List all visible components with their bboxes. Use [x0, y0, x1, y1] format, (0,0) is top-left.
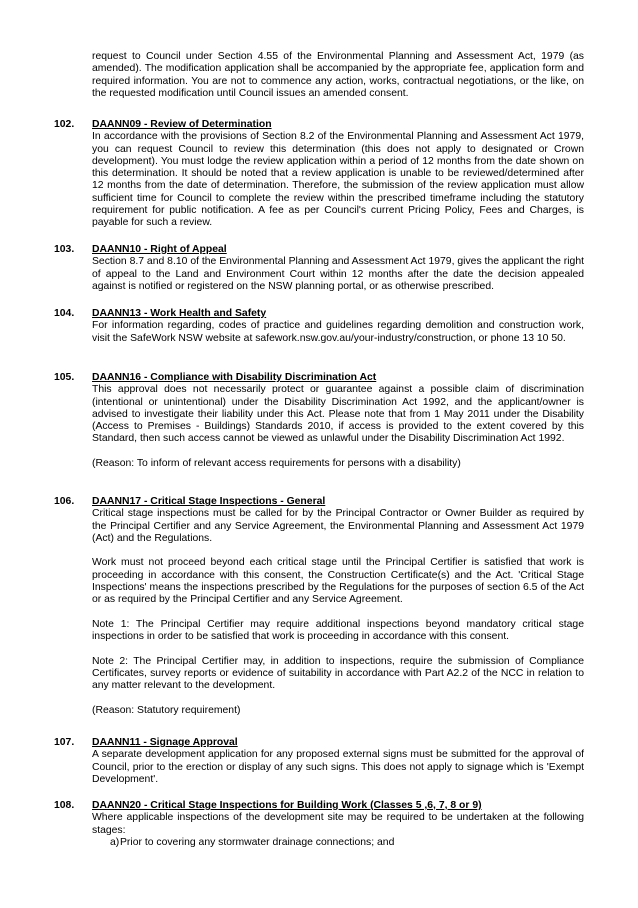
list-item [92, 837, 584, 849]
condition-title: DAANN11 - Signage Approval [92, 737, 238, 748]
condition-106 [54, 496, 584, 717]
condition-title: DAANN16 - Compliance with Disability Discrimination Act [92, 372, 377, 383]
condition-number: 108. [54, 800, 75, 811]
intro-text: request to Council under Section 4.55 of the Environmental Planning and Assessment Act, 1979 (as amended). The modification application shall be accompanied by the appropriate fee, application form and required information. You are not to commence any action, works, contractual negotiations, or the like, on the requested modification until Council issues an amended consent. [92, 51, 584, 99]
condition-title: DAANN20 - Critical Stage Inspections for Building Work (Classes 5 ,6, 7, 8 or 9) [92, 800, 482, 811]
condition-paragraph: This approval does not necessarily protect or guarantee against a possible claim of discrimination (intentional or unintentional) under the Disability Discrimination Act 1992, and the applicant/owner is advised to investigate their liability under this Act. Please note that from 1 May 2011 under the Disability (Access to Premises - Buildings) Standards 2010, if access is provided to the extent covered by this Standard, then such access cannot be viewed as unlawful under the Disability Discrimination Act 1992. [92, 384, 584, 445]
intro-paragraph [92, 51, 584, 100]
condition-reason: (Reason: Statutory requirement) [92, 705, 241, 717]
condition-title: DAANN13 - Work Health and Safety [92, 308, 267, 319]
condition-note: Note 1: The Principal Certifier may require additional inspections beyond mandatory critical stage inspections in order to be satisfied that work is proceeding in accordance with this consent. [92, 618, 584, 643]
condition-number: 104. [54, 308, 75, 319]
condition-number: 103. [54, 244, 75, 255]
condition-number: 106. [54, 496, 75, 507]
condition-reason: (Reason: To inform of relevant access requirements for persons with a disability) [92, 458, 461, 470]
condition-list [92, 837, 584, 849]
condition-102 [54, 119, 584, 230]
condition-104 [54, 308, 584, 345]
condition-number: 105. [54, 372, 75, 383]
list-item-label: a) [110, 836, 120, 848]
condition-103 [54, 244, 584, 293]
list-item-text: Prior to covering any stormwater drainage connections; and [120, 836, 395, 848]
condition-107 [54, 737, 584, 786]
condition-paragraph: Critical stage inspections must be called for by the Principal Contractor or Owner Builder as required by the Principal Certifier and any Service Agreement, the Environmental Planning and Assessment Act 1979 (Act) and the Regulations. [92, 508, 584, 544]
condition-note: Note 2: The Principal Certifier may, in addition to inspections, require the submission of Compliance Certificates, survey reports or evidence of suitability in accordance with Part A2.2 of the NCC in relation to any matter relevant to the development. [92, 655, 584, 692]
condition-title: DAANN10 - Right of Appeal [92, 244, 227, 255]
condition-title: DAANN09 - Review of Determination [92, 119, 272, 130]
condition-number: 102. [54, 119, 75, 130]
condition-paragraph: A separate development application for any proposed external signs must be submitted for the approval of Council, prior to the erection or display of any such signs. This does not apply to signage which is 'Exempt Development'. [92, 749, 584, 785]
condition-paragraph: For information regarding, codes of practice and guidelines regarding demolition and construction work, visit the SafeWork NSW website at safework.nsw.gov.au/your-industry/construction, or phone 13 10 50. [92, 320, 584, 344]
condition-paragraph: Where applicable inspections of the development site may be required to be undertaken at the following stages: [92, 812, 584, 836]
condition-paragraph: In accordance with the provisions of Section 8.2 of the Environmental Planning and Assessment Act 1979, you can request Council to review this determination (this does not apply to designated or Crown development). You must lodge the review application within a period of 12 months from the date shown on this determination. It should be noted that a review application is unable to be reviewed/determined after 12 months from the date of determination. Therefore, the submission of the review application must allow sufficient time for Council to complete the review within the prescribed timeframe including the statutory requirement for public notification. A fee as per Council's current Pricing Policy, Fees and Charges, is payable for such a review. [92, 131, 584, 229]
condition-105 [54, 372, 584, 470]
condition-number: 107. [54, 737, 75, 748]
condition-paragraph: Section 8.7 and 8.10 of the Environmental Planning and Assessment Act 1979, gives the applicant the right of appeal to the Land and Environment Court within 12 months after the date the decision appealed against is notified or registered on the NSW planning portal, or as otherwise prescribed. [92, 256, 584, 292]
condition-paragraph: Work must not proceed beyond each critical stage until the Principal Certifier is satisfied that work is proceeding in accordance with this consent, the Construction Certificate(s) and the Act. 'Critical Stage Inspections' means the inspections prescribed by the Regulations for the purposes of section 6.5 of the Act or as required by the Principal Certifier and any Service Agreement. [92, 557, 584, 606]
condition-108 [54, 800, 584, 849]
condition-title: DAANN17 - Critical Stage Inspections - General [92, 496, 326, 507]
